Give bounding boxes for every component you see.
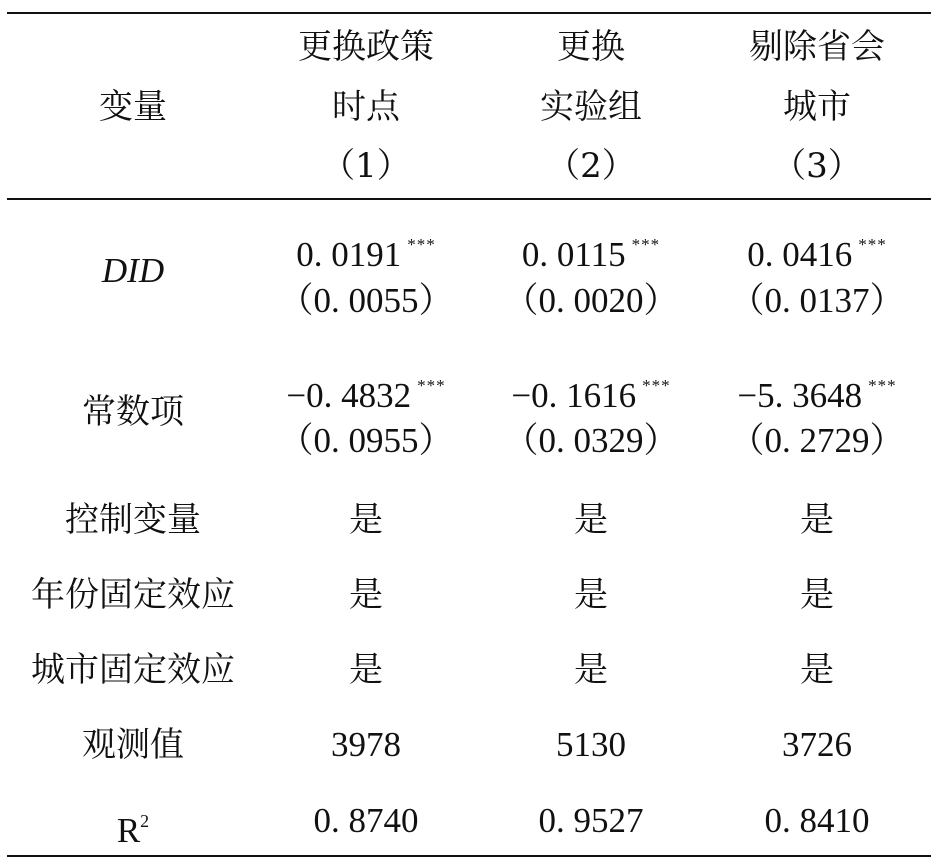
row-r2-2: 0. 9527 <box>538 801 644 840</box>
row-const-coef-2 <box>476 366 706 416</box>
row-const-label: 常数项 <box>82 392 184 432</box>
header-variable: 变量 <box>99 87 167 127</box>
row-const-se-2: （0. 0329） <box>503 421 679 460</box>
significance-stars: *** <box>868 376 897 395</box>
coef-value: −5. 3648 <box>737 376 863 415</box>
header-col1-line2: 时点 <box>332 87 400 127</box>
r2-base: R <box>116 811 141 850</box>
coef-value: −0. 1616 <box>511 376 637 415</box>
row-city-fe-1: 是 <box>349 650 383 690</box>
row-controls-3: 是 <box>800 500 834 540</box>
header-col2-line2: 实验组 <box>540 87 642 127</box>
row-controls-2: 是 <box>574 500 608 540</box>
header-col2-num: （2） <box>546 146 636 186</box>
row-controls-label: 控制变量 <box>65 500 201 540</box>
significance-stars: *** <box>642 376 671 395</box>
row-city-fe-3: 是 <box>800 650 834 690</box>
row-const-coef-3 <box>702 366 932 416</box>
row-r2-1: 0. 8740 <box>313 801 419 840</box>
row-const-coef-1 <box>251 366 481 416</box>
header-col1-line1: 更换政策 <box>298 27 434 67</box>
header-col3-line2: 城市 <box>783 87 851 127</box>
row-obs-2: 5130 <box>556 725 626 764</box>
significance-stars: *** <box>407 235 436 254</box>
row-city-fe-2: 是 <box>574 650 608 690</box>
coef-value: 0. 0191 <box>296 235 402 274</box>
r2-superscript: 2 <box>140 811 150 831</box>
row-did-se-3: （0. 0137） <box>729 281 905 320</box>
row-year-fe-label: 年份固定效应 <box>31 575 235 615</box>
row-did-label: DID <box>101 251 165 290</box>
row-year-fe-1: 是 <box>349 575 383 615</box>
significance-stars: *** <box>417 376 446 395</box>
coef-value: −0. 4832 <box>286 376 412 415</box>
significance-stars: *** <box>858 235 887 254</box>
row-r2-label <box>17 801 249 851</box>
significance-stars: *** <box>631 235 661 254</box>
header-col3-num: （3） <box>772 146 862 186</box>
row-obs-3: 3726 <box>782 725 852 764</box>
row-did-coef-2 <box>476 225 706 275</box>
row-city-fe-label: 城市固定效应 <box>31 650 235 690</box>
row-const-se-1: （0. 0955） <box>278 421 454 460</box>
row-obs-1: 3978 <box>331 725 401 764</box>
top-rule <box>7 12 931 14</box>
row-did-se-2: （0. 0020） <box>503 281 679 320</box>
row-obs-label: 观测值 <box>82 725 184 765</box>
row-const-se-3: （0. 2729） <box>729 421 905 460</box>
row-year-fe-2: 是 <box>574 575 608 615</box>
coef-value: 0. 0416 <box>747 235 853 274</box>
header-col2-line1: 更换 <box>557 27 625 67</box>
row-r2-3: 0. 8410 <box>764 801 870 840</box>
bottom-rule <box>7 855 931 857</box>
header-rule <box>7 198 931 200</box>
coef-value: 0. 0115 <box>521 235 626 274</box>
row-controls-1: 是 <box>349 500 383 540</box>
row-did-coef-1 <box>251 225 481 275</box>
row-did-coef-3 <box>702 225 932 275</box>
header-col3-line1: 剔除省会 <box>749 27 885 67</box>
row-year-fe-3: 是 <box>800 575 834 615</box>
row-did-se-1: （0. 0055） <box>278 281 454 320</box>
header-col1-num: （1） <box>321 146 411 186</box>
